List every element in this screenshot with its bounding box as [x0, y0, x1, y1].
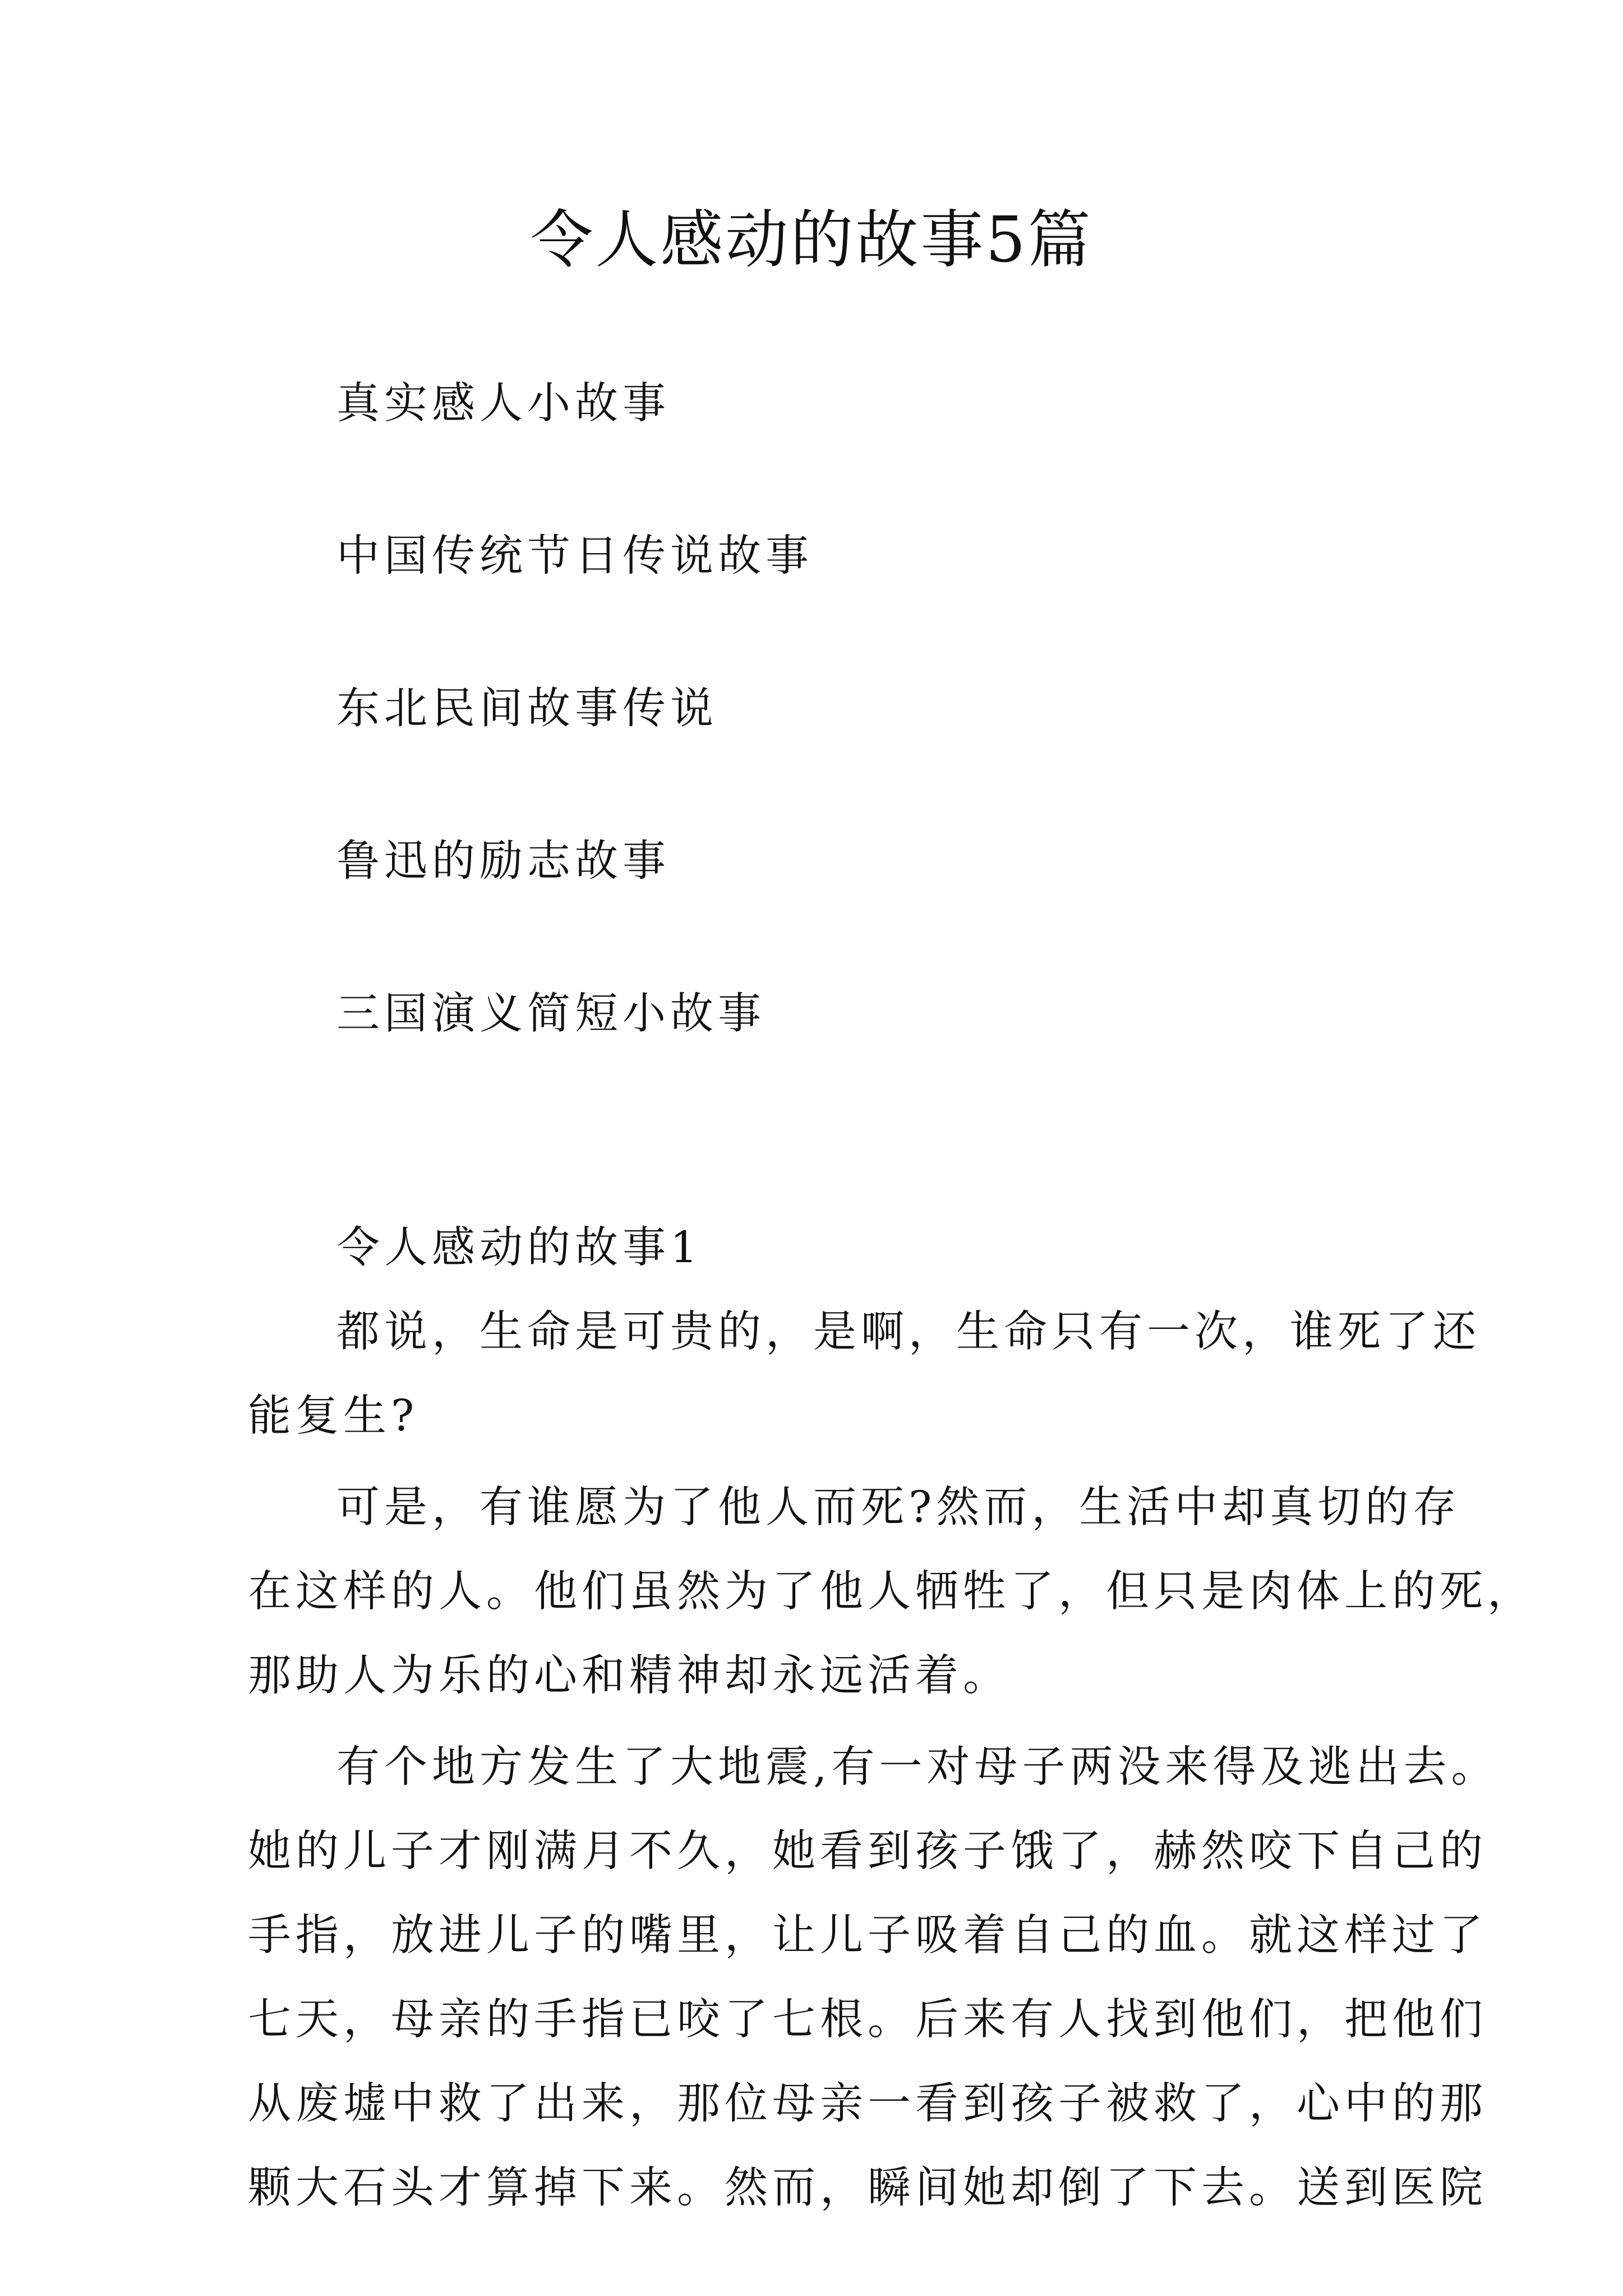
paragraph-line: 手指，放进儿子的嘴里，让儿子吸着自己的血。就这样过了	[248, 1911, 1487, 1961]
paragraph-line: 在这样的人。他们虽然为了他人牺牲了，但只是肉体上的死，	[248, 1567, 1535, 1617]
topic-item: 真实感人小故事	[336, 379, 670, 429]
paragraph	[248, 1290, 1481, 1458]
paragraph-line: 都说，生命是可贵的，是啊，生命只有一次，谁死了还	[336, 1307, 1481, 1357]
topic-item: 中国传统节日传说故事	[336, 531, 813, 581]
paragraph-line: 七天，母亲的手指已咬了七根。后来有人找到他们，把他们	[248, 1995, 1487, 2045]
topic-item: 东北民间故事传说	[336, 684, 718, 734]
paragraph-line: 那助人为乐的心和精神却永远活着。	[248, 1651, 1011, 1701]
paragraph	[248, 1726, 1499, 2230]
document-title: 令人感动的故事5篇	[530, 204, 1093, 277]
paragraph-line: 从废墟中救了出来，那位母亲一看到孩子被救了，心中的那	[248, 2079, 1487, 2129]
story-body	[248, 1290, 1535, 2230]
topic-item: 三国演义简短小故事	[336, 989, 766, 1039]
story-heading: 令人感动的故事1	[336, 1223, 702, 1273]
paragraph-line: 颗大石头才算掉下来。然而，瞬间她却倒了下去。送到医院	[248, 2163, 1487, 2213]
paragraph-line: 可是，有谁愿为了他人而死?然而，生活中却真切的存	[336, 1483, 1461, 1533]
paragraph-line: 有个地方发生了大地震,有一对母子两没来得及逃出去。	[336, 1742, 1499, 1792]
topic-list	[336, 376, 813, 1139]
paragraph-line: 她的儿子才刚满月不久，她看到孩子饿了，赫然咬下自己的	[248, 1826, 1487, 1876]
paragraph	[248, 1466, 1535, 1718]
paragraph-line: 能复生?	[248, 1391, 419, 1441]
topic-item: 鲁迅的励志故事	[336, 836, 670, 886]
